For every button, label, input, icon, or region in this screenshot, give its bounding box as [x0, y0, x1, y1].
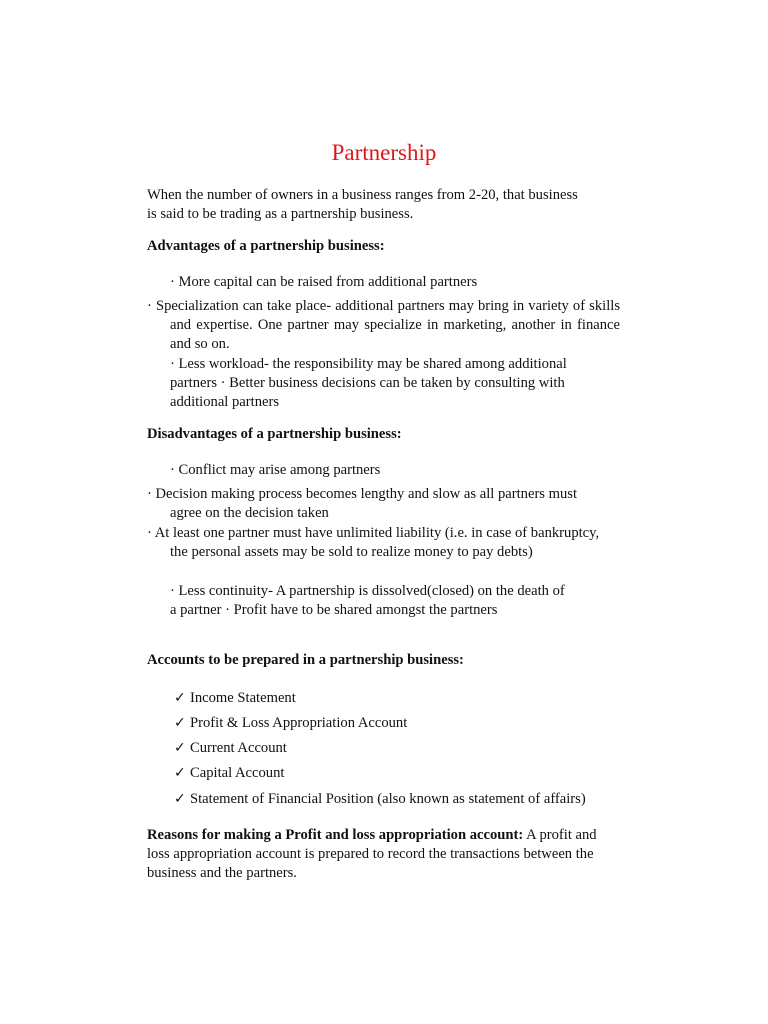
checkmark-icon: ✓: [174, 740, 186, 756]
disadvantage-item: · Conflict may arise among partners: [170, 462, 381, 478]
reasons-paragraph: [147, 826, 622, 883]
checkmark-icon: ✓: [174, 690, 186, 706]
account-item: [174, 689, 296, 708]
account-item-label: Current Account: [190, 740, 287, 756]
account-item: [174, 790, 586, 809]
disadvantages-heading: Disadvantages of a partnership business:: [147, 426, 402, 442]
reasons-heading: Reasons for making a Profit and loss appropriation account:: [147, 827, 524, 843]
account-item: [174, 714, 407, 733]
disadvantage-item: · Less continuity- A partnership is dissolved(closed) on the death of a partner · Profit have to be shared amongst the partners: [170, 583, 565, 618]
advantage-item: · Less workload- the responsibility may be shared among additional partners · Better business decisions can be taken by consulting with additional partners: [170, 356, 567, 410]
checkmark-icon: ✓: [174, 791, 186, 807]
account-item-label: Income Statement: [190, 690, 296, 706]
account-item-label: Statement of Financial Position (also known as statement of affairs): [190, 791, 586, 807]
accounts-heading: Accounts to be prepared in a partnership business:: [147, 652, 464, 668]
checkmark-icon: ✓: [174, 715, 186, 731]
intro-paragraph: When the number of owners in a business ranges from 2-20, that business is said to be trading as a partnership business.: [147, 187, 578, 222]
account-item-label: Profit & Loss Appropriation Account: [190, 715, 408, 731]
advantages-heading: Advantages of a partnership business:: [147, 238, 385, 254]
advantage-item: · More capital can be raised from additional partners: [170, 274, 478, 290]
page-title: Partnership: [331, 140, 437, 165]
disadvantage-item: · At least one partner must have unlimited liability (i.e. in case of bankruptcy, the personal assets may be sold to realize money to pay debts): [147, 525, 600, 560]
advantage-item: · Specialization can take place- additional partners may bring in variety of skills and expertise. One partner may specialize in marketing, another in finance and so on.: [147, 298, 620, 352]
account-item: [174, 739, 287, 758]
reasons-text: A profit and loss appropriation account is prepared to record the transactions between the business and the partners.: [147, 827, 597, 881]
account-item-label: Capital Account: [190, 765, 285, 781]
checkmark-icon: ✓: [174, 765, 186, 781]
account-item: [174, 764, 284, 783]
disadvantage-item: · Decision making process becomes lengthy and slow as all partners must agree on the decision taken: [147, 486, 578, 521]
